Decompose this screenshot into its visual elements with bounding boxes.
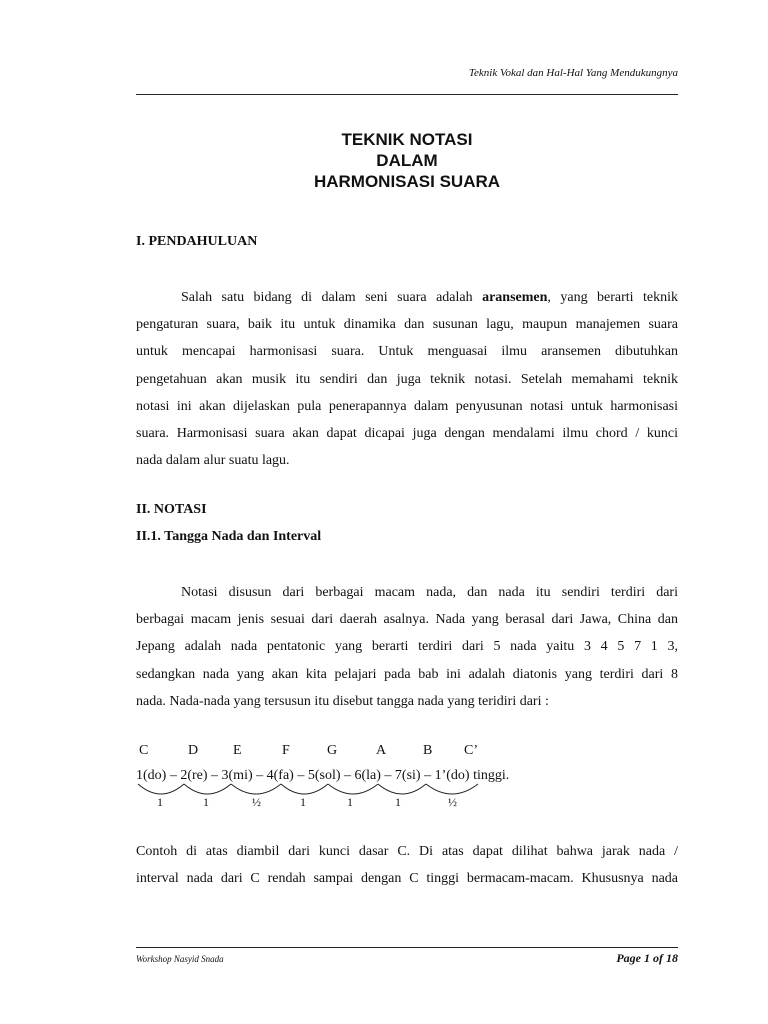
footer-workshop-name: Workshop Nasyid Snada bbox=[136, 954, 224, 964]
note-name: F bbox=[282, 743, 290, 758]
interval-arc bbox=[281, 784, 328, 794]
note-name: A bbox=[376, 743, 387, 758]
running-header: Teknik Vokal dan Hal-Hal Yang Mendukungnya bbox=[468, 67, 678, 79]
interval-value: 1 bbox=[203, 795, 209, 809]
paragraph-line: pengetahuan akan musik itu sendiri dan juga teknik notasi. Setelah memahami teknik bbox=[136, 371, 678, 387]
footer-rule bbox=[136, 947, 678, 948]
interval-value: 1 bbox=[300, 795, 306, 809]
paragraph-line: nada dalam alur suatu lagu. bbox=[136, 453, 290, 469]
title-line-1: TEKNIK NOTASI bbox=[341, 130, 473, 149]
page-number: Page 1 of 18 bbox=[616, 951, 678, 965]
interval-value: ½ bbox=[448, 795, 457, 809]
paragraph-line: Contoh di atas diambil dari kunci dasar C. Di atas dapat dilihat bahwa jarak nada / bbox=[136, 844, 678, 859]
paragraph-line: nada. Nada-nada yang tersusun itu disebut tangga nada yang teridiri dari : bbox=[136, 693, 549, 709]
paragraph-pendahuluan bbox=[136, 284, 678, 474]
paragraph-notasi bbox=[136, 579, 678, 715]
interval-arcs bbox=[136, 782, 536, 812]
title-line-2: DALAM bbox=[376, 151, 438, 170]
section-heading-notasi: II. NOTASI bbox=[136, 502, 207, 517]
note-name: G bbox=[327, 743, 338, 758]
note-name: E bbox=[233, 743, 242, 758]
paragraph-line: Notasi disusun dari berbagai macam nada, dan nada itu sendiri terdiri dari bbox=[181, 585, 678, 600]
interval-value: 1 bbox=[395, 795, 401, 809]
paragraph-line: sedangkan nada yang akan kita pelajari pada bab ini adalah diatonis yang terdiri dari 8 bbox=[136, 666, 678, 682]
interval-value: 1 bbox=[347, 795, 353, 809]
interval-arc bbox=[426, 784, 478, 794]
paragraph-line: suara. Harmonisasi suara akan dapat dicapai juga dengan mendalami ilmu chord / kunci bbox=[136, 425, 678, 441]
paragraph-line: berbagai macam jenis sesuai dari daerah asalnya. Nada yang berasal dari Jawa, China dan bbox=[136, 612, 678, 628]
interval-arc bbox=[328, 784, 378, 794]
interval-value: ½ bbox=[252, 795, 261, 809]
interval-arc bbox=[138, 784, 184, 794]
paragraph-line: Jepang adalah nada pentatonic yang berarti terdiri dari 5 nada yaitu 3 4 5 7 1 3, bbox=[136, 639, 678, 655]
interval-arc bbox=[184, 784, 231, 794]
page-title bbox=[136, 129, 678, 192]
subsection-heading-tangga-nada: II.1. Tangga Nada dan Interval bbox=[136, 529, 322, 544]
title-line-3: HARMONISASI SUARA bbox=[313, 172, 501, 191]
interval-arc bbox=[231, 784, 281, 794]
note-name: B bbox=[423, 743, 433, 758]
paragraph-line: untuk mencapai harmonisasi suara. Untuk menguasai ilmu aransemen dibutuhkan bbox=[136, 344, 678, 360]
interval-value: 1 bbox=[157, 795, 163, 809]
header-rule bbox=[136, 94, 678, 95]
paragraph-line: interval nada dari C rendah sampai dengan C tinggi bermacam-macam. Khususnya nada bbox=[136, 871, 678, 887]
paragraph-line: Salah satu bidang di dalam seni suara adalah aransemen, yang berarti teknik bbox=[181, 290, 678, 305]
section-heading-pendahuluan: I. PENDAHULUAN bbox=[136, 234, 258, 249]
paragraph-contoh bbox=[136, 838, 678, 892]
interval-arc bbox=[378, 784, 426, 794]
note-name: C’ bbox=[464, 743, 478, 758]
paragraph-line: notasi ini akan dijelaskan pula penerapannya dalam penyusunan notasi untuk harmonisasi bbox=[136, 398, 678, 414]
paragraph-line: pengaturan suara, baik itu untuk dinamika dan susunan lagu, maupun manajemen suara bbox=[136, 317, 678, 333]
term-aransemen: aransemen bbox=[482, 290, 548, 305]
note-name: C bbox=[139, 743, 149, 758]
scale-sequence: 1(do) – 2(re) – 3(mi) – 4(fa) – 5(sol) – 6(la) – 7(si) – 1’(do) tinggi. bbox=[136, 768, 510, 783]
note-name: D bbox=[188, 743, 199, 758]
